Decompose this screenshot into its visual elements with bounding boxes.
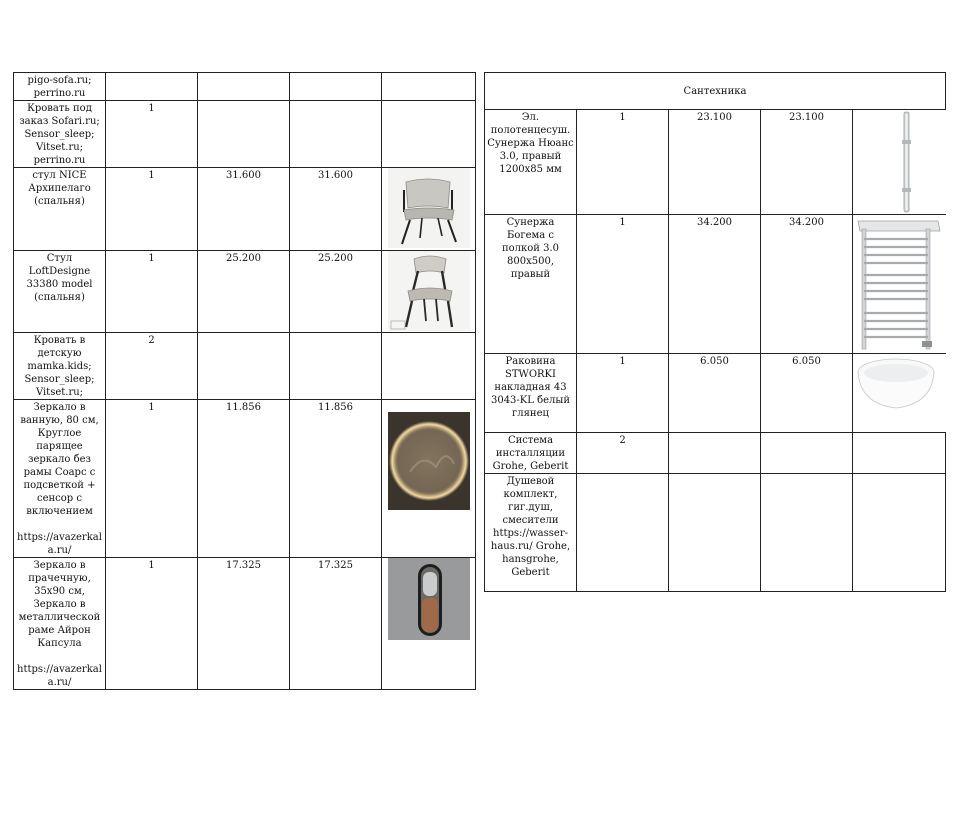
item-price: 25.200 [198, 251, 290, 333]
item-name: Система инсталляции Grohe, Geberit [485, 433, 577, 474]
plumbing-table [484, 72, 946, 592]
capsule-mirror-image [388, 558, 470, 640]
item-image-cell [382, 101, 476, 168]
item-total [761, 433, 853, 474]
item-name: Сунержа Богема с полкой 3.0 800x500, правый [485, 215, 577, 354]
item-image-cell [853, 110, 946, 215]
table-row [485, 474, 946, 592]
item-total: 31.600 [290, 168, 382, 251]
item-qty: 2 [577, 433, 669, 474]
chair-nice-image [388, 168, 470, 248]
item-name: Раковина STWORKI накладная 43 3043-KL белый глянец [485, 354, 577, 433]
item-price: 31.600 [198, 168, 290, 251]
item-name: Кровать в детскую mamka.kids; Sensor_sleep; Vitset.ru; [14, 333, 106, 400]
item-price: 34.200 [669, 215, 761, 354]
item-total [761, 474, 853, 592]
item-qty: 1 [106, 101, 198, 168]
item-image-cell [853, 354, 946, 433]
item-image-cell [382, 168, 476, 251]
item-image-cell [853, 433, 946, 474]
item-image-cell [382, 400, 476, 558]
section-title: Сантехника [485, 73, 946, 110]
item-qty: 1 [106, 558, 198, 690]
item-total [290, 333, 382, 400]
item-total: 23.100 [761, 110, 853, 215]
item-qty: 1 [577, 354, 669, 433]
table-row [14, 168, 476, 251]
sink-image [854, 354, 944, 414]
item-image-cell [382, 251, 476, 333]
item-total [290, 73, 382, 101]
table-row [485, 215, 946, 354]
item-price: 23.100 [669, 110, 761, 215]
item-qty [106, 73, 198, 101]
item-qty: 1 [106, 251, 198, 333]
section-header-row [485, 73, 946, 110]
item-total: 34.200 [761, 215, 853, 354]
table-row [14, 333, 476, 400]
item-price: 17.325 [198, 558, 290, 690]
table-row [14, 73, 476, 101]
item-qty [577, 474, 669, 592]
item-price: 6.050 [669, 354, 761, 433]
item-total [290, 101, 382, 168]
shelf-towel-rail-image [854, 215, 944, 353]
item-name: Зеркало в прачечную, 35х90 см, Зеркало в металлической раме Айрон Капсула https://avazerkala.ru/ [14, 558, 106, 690]
item-qty: 1 [106, 168, 198, 251]
item-total: 25.200 [290, 251, 382, 333]
table-row [14, 101, 476, 168]
item-name: стул NICE Архипелаго (спальня) [14, 168, 106, 251]
item-price [198, 101, 290, 168]
item-total: 6.050 [761, 354, 853, 433]
item-image-cell [382, 73, 476, 101]
item-qty: 1 [106, 400, 198, 558]
table-row [14, 400, 476, 558]
furniture-table [13, 72, 476, 690]
item-price [669, 433, 761, 474]
item-qty: 1 [577, 215, 669, 354]
item-image-cell [382, 558, 476, 690]
item-qty: 1 [577, 110, 669, 215]
item-image-cell [853, 474, 946, 592]
item-price [669, 474, 761, 592]
item-image-cell [853, 215, 946, 354]
item-price: 11.856 [198, 400, 290, 558]
item-name: Душевой комплект, гиг.душ, смесители https://wasser-haus.ru/ Grohe, hansgrohe, Geberit [485, 474, 577, 592]
item-name: Эл. полотенцесуш. Сунержа Нюанс 3.0, правый 1200x85 мм [485, 110, 577, 215]
round-mirror-image [388, 412, 470, 510]
item-total: 11.856 [290, 400, 382, 558]
item-name: pigo-sofa.ru; perrino.ru [14, 73, 106, 101]
slim-towel-rail-image [854, 110, 944, 214]
item-total: 17.325 [290, 558, 382, 690]
table-row [14, 251, 476, 333]
chair-loft-image [388, 251, 470, 331]
table-row [485, 354, 946, 433]
item-name: Зеркало в ванную, 80 см, Круглое парящее зеркало без рамы Соарс с подсветкой + сенсор с включением https://avazerkala.ru/ [14, 400, 106, 558]
item-price [198, 73, 290, 101]
item-name: Кровать под заказ Sofari.ru; Sensor_sleep; Vitset.ru; perrino.ru [14, 101, 106, 168]
item-image-cell [382, 333, 476, 400]
item-price [198, 333, 290, 400]
item-name: Стул LoftDesigne 33380 model (спальня) [14, 251, 106, 333]
table-row [485, 110, 946, 215]
table-row [485, 433, 946, 474]
item-qty: 2 [106, 333, 198, 400]
table-row [14, 558, 476, 690]
